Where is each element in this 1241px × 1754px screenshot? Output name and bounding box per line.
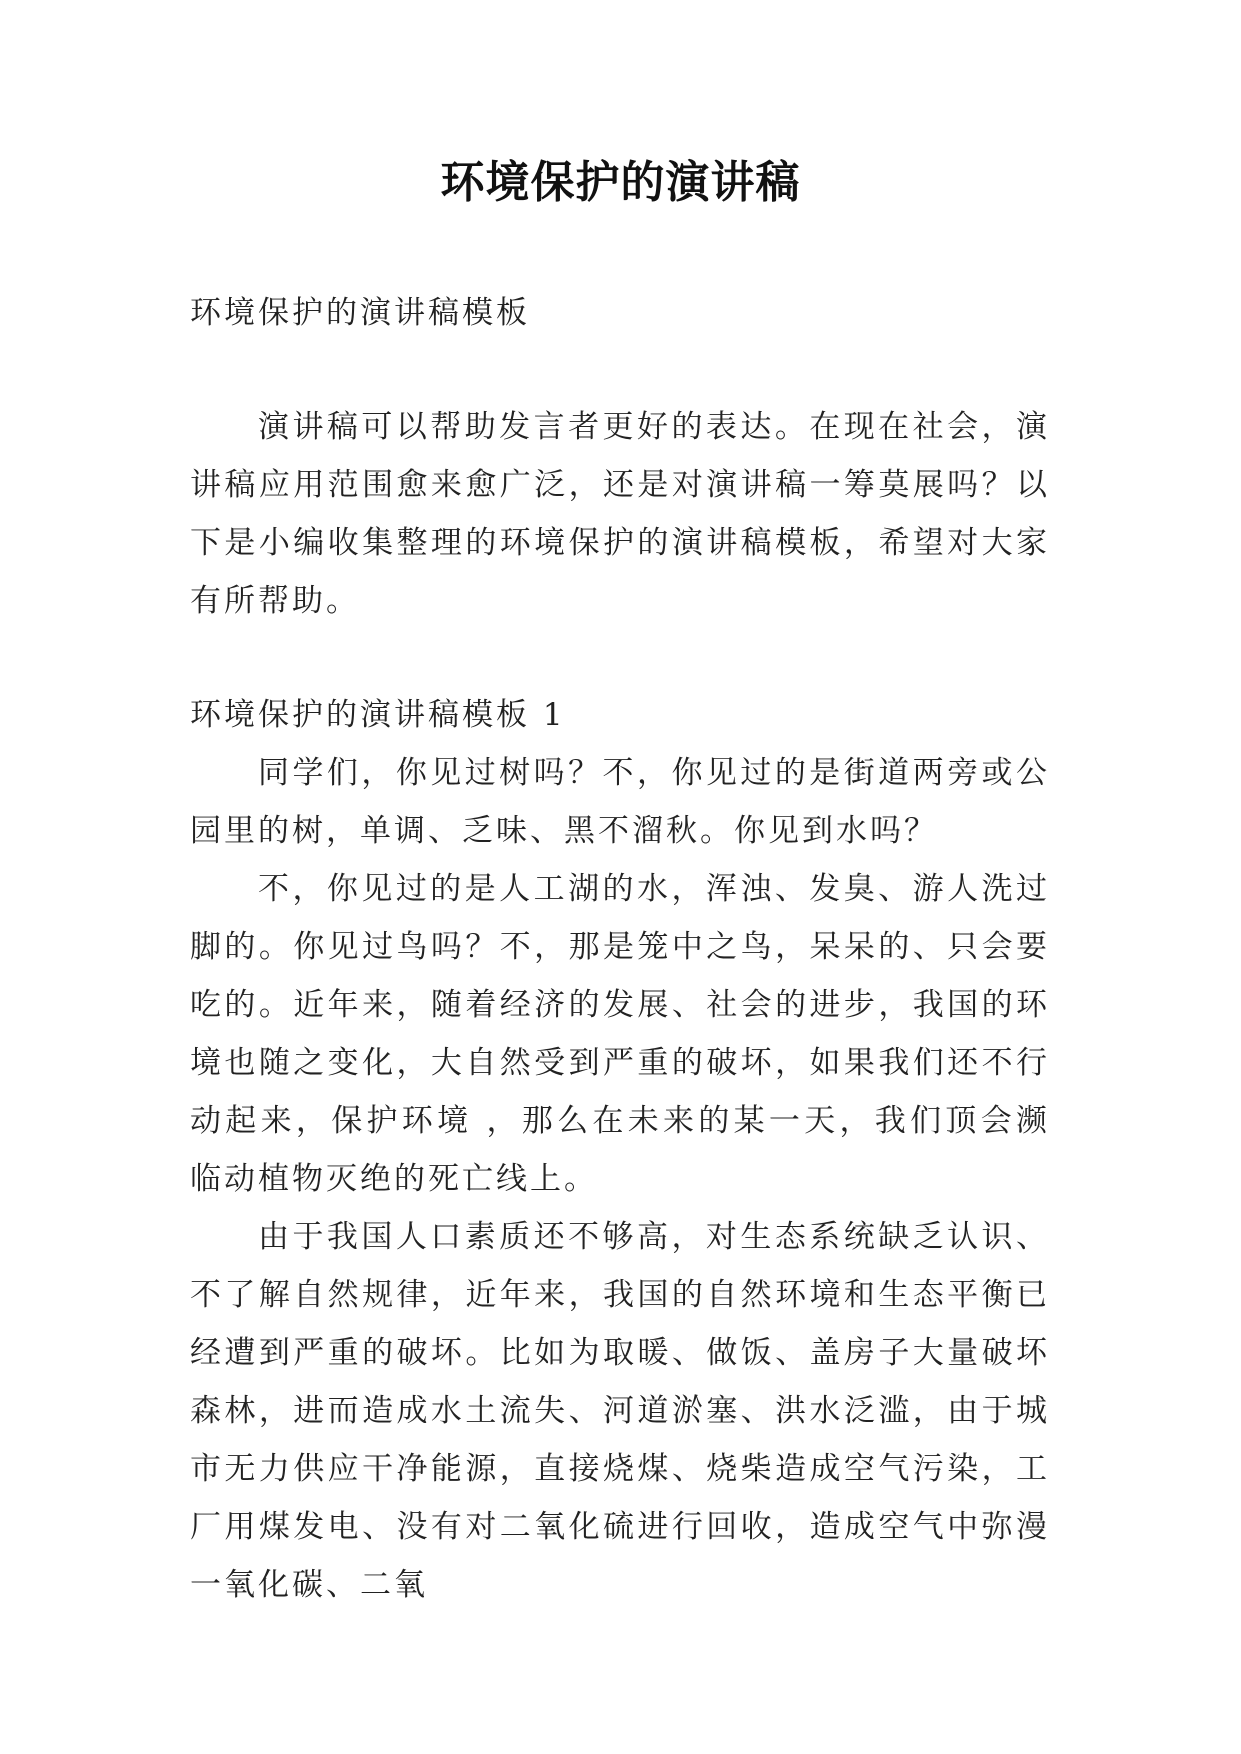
document-body bbox=[190, 284, 1050, 1614]
section-heading: 环境保护的演讲稿模板 1 bbox=[190, 697, 566, 733]
body-paragraph-3: 由于我国人口素质还不够高，对生态系统缺乏认识、不了解自然规律，近年来，我国的自然环境和生态平衡已经遭到严重的破坏。比如为取暖、做饭、盖房子大量破坏森林，进而造成水土流失、河道淤塞、洪水泛滥，由于城市无力供应干净能源，直接烧煤、烧柴造成空气污染，工厂用煤发电、没有对二氧化硫进行回收，造成空气中弥漫一氧化碳、二氧 bbox=[190, 1219, 1050, 1603]
body-paragraph-2: 不，你见过的是人工湖的水，浑浊、发臭、游人洗过脚的。你见过鸟吗？不，那是笼中之鸟，呆呆的、只会要吃的。近年来，随着经济的发展、社会的进步，我国的环境也随之变化，大自然受到严重的破坏，如果我们还不行动起来，保护环境 ，那么在未来的某一天，我们顶会濒临动植物灭绝的死亡线上。 bbox=[190, 871, 1050, 1197]
intro-paragraph: 演讲稿可以帮助发言者更好的表达。在现在社会，演讲稿应用范围愈来愈广泛，还是对演讲稿一筹莫展吗？以下是小编收集整理的环境保护的演讲稿模板，希望对大家有所帮助。 bbox=[190, 409, 1050, 619]
document-subtitle: 环境保护的演讲稿模板 bbox=[190, 295, 530, 331]
document-title: 环境保护的演讲稿 bbox=[440, 157, 801, 208]
body-paragraph-1: 同学们，你见过树吗？不，你见过的是街道两旁或公园里的树，单调、乏味、黑不溜秋。你见到水吗？ bbox=[190, 755, 1050, 849]
